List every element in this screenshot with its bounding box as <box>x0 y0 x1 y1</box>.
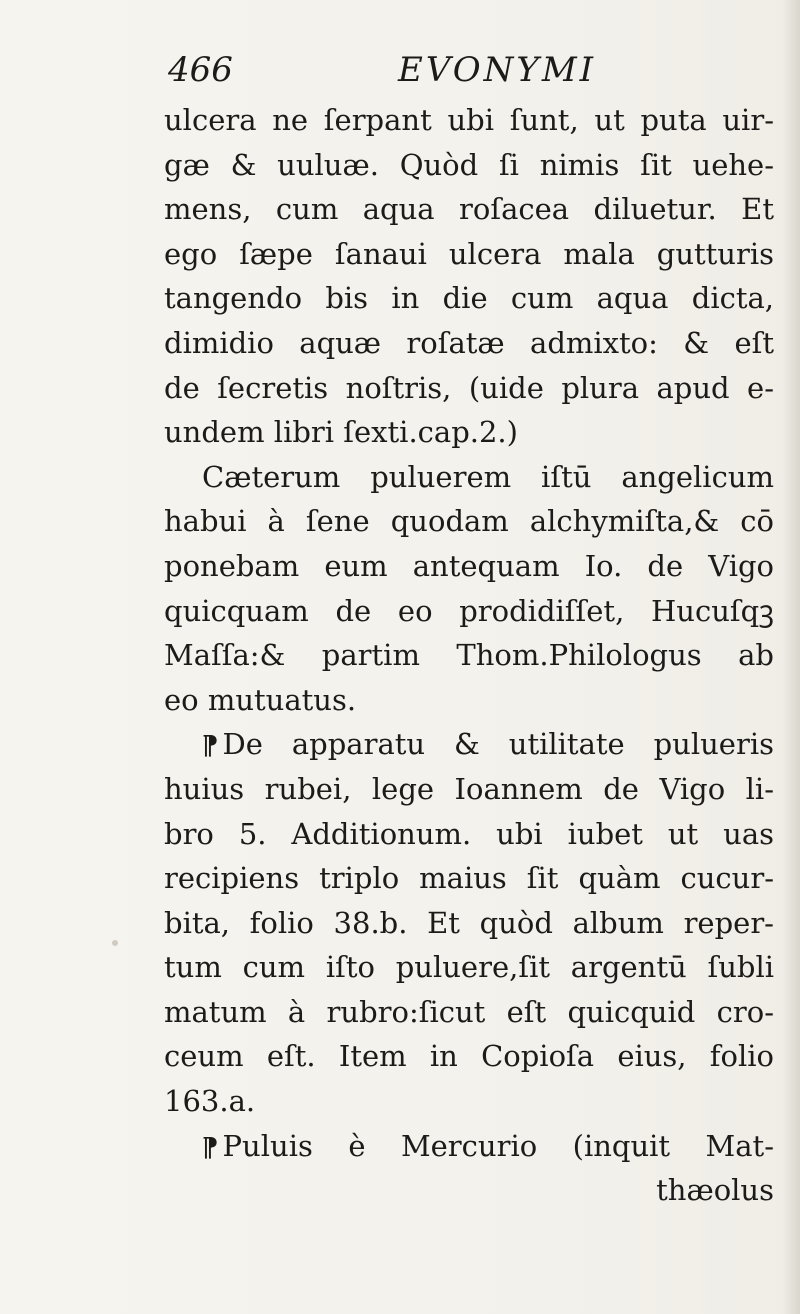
paragraph-line <box>164 1124 774 1169</box>
text-line: habui à ſene quodam alchymiſta,& cō <box>164 504 774 539</box>
text-line: quicquam de eo prodidiſſet, Hucuſqꝫ <box>164 593 774 628</box>
catchword-line: thæolus <box>656 1173 774 1208</box>
text-line: bita, folio 38.b. Et quòd album reper- <box>164 905 774 940</box>
paragraph-line <box>164 722 774 767</box>
paragraph-mark-icon: ¶ <box>202 731 219 762</box>
text-line: tangendo bis in die cum aqua dicta, <box>164 281 774 316</box>
page-header <box>168 50 768 100</box>
margin-speck <box>112 940 118 946</box>
text-line: matum à rubro:ſicut eſt quicquid cro- <box>164 994 774 1029</box>
text-line: ulcera ne ſerpant ubi ſunt, ut puta uir- <box>164 103 774 137</box>
page-edge-shadow <box>782 0 800 1314</box>
text-line: ego ſæpe ſanaui ulcera mala gutturis <box>164 236 774 271</box>
text-line: bro 5. Additionum. ubi iubet ut uas <box>164 816 774 851</box>
text-span: De apparatu & utilitate pulueris <box>222 727 774 762</box>
text-line: 163.a. <box>164 1084 256 1119</box>
text-line: ponebam eum antequam Io. de Vigo <box>164 548 774 583</box>
text-line: recipiens triplo maius ſit quàm cucur- <box>164 861 774 896</box>
text-span: Puluis è Mercurio (inquit Mat- <box>222 1128 774 1163</box>
text-line: mens, cum aqua roſacea diluetur. Et <box>164 192 774 227</box>
running-head: EVONYMI <box>398 50 597 90</box>
text-line: huius rubei, lege Ioannem de Vigo li- <box>164 771 774 806</box>
text-line: Cæterum puluerem iſtū angelicum <box>202 459 774 494</box>
text-line: undem libri ſexti.cap.2.) <box>164 415 518 450</box>
body-text <box>164 98 774 1213</box>
text-line: dimidio aquæ roſatæ admixto: & eſt <box>164 325 774 360</box>
page-number: 466 <box>168 50 233 90</box>
text-line: Maſſa:& partim Thom.Philologus ab <box>164 638 774 673</box>
text-line: de ſecretis noſtris, (uide plura apud e- <box>164 370 774 405</box>
text-line: ceum eſt. Item in Copioſa eius, folio <box>164 1039 774 1074</box>
text-line: tum cum iſto puluere,ſit argentū ſubli <box>164 950 774 985</box>
paragraph-mark-icon: ¶ <box>202 1132 219 1163</box>
text-line: eo mutuatus. <box>164 682 357 717</box>
text-line: gæ & uuluæ. Quòd ſi nimis ſit uehe- <box>164 147 774 182</box>
